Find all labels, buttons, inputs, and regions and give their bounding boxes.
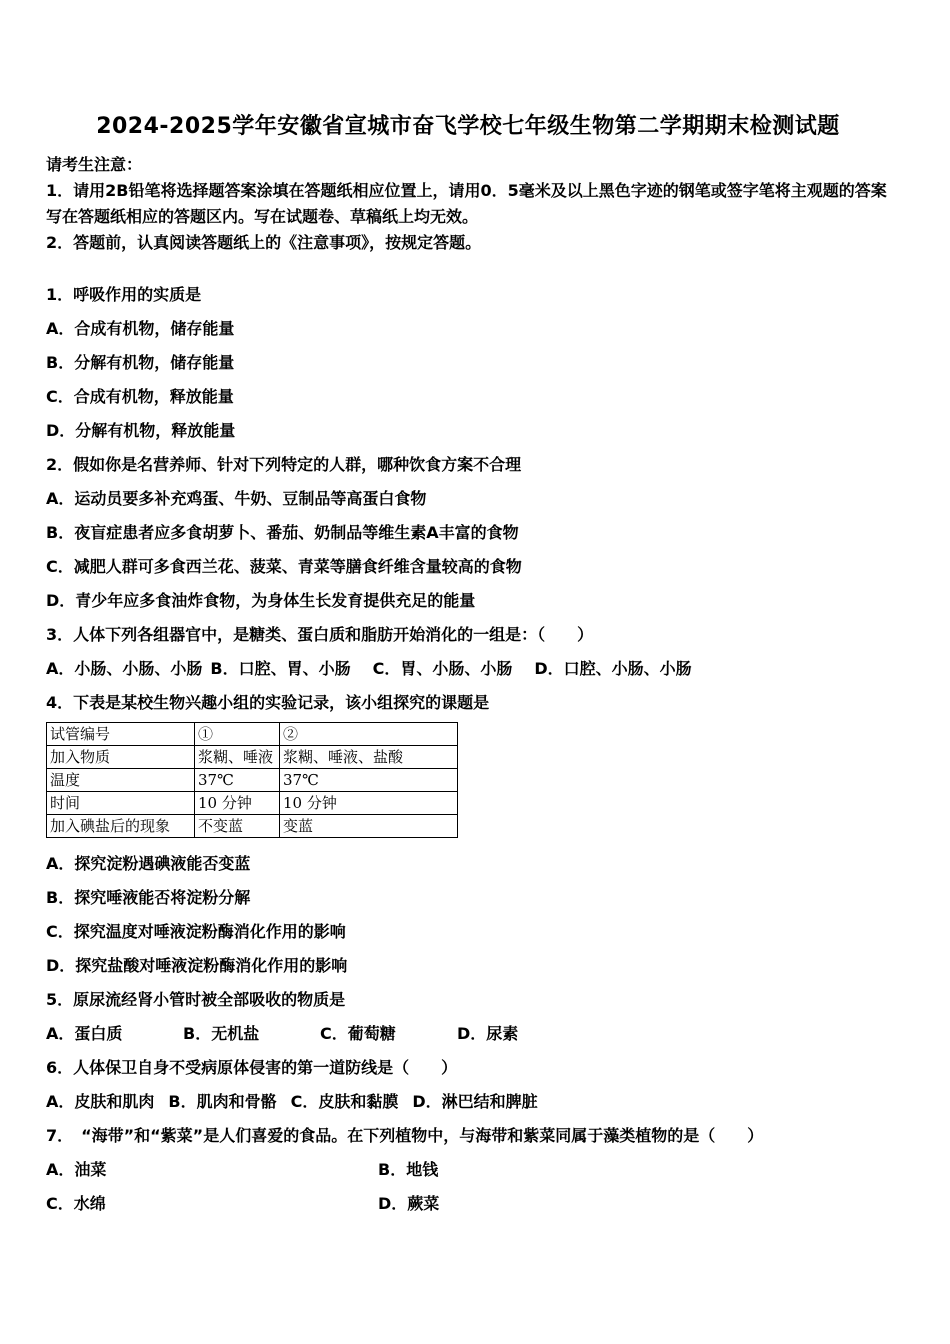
question-stem: 1．呼吸作用的实质是 bbox=[46, 285, 202, 304]
notice-item-2: 2．答题前，认真阅读答题纸上的《注意事项》，按规定答题。 bbox=[46, 233, 482, 252]
option-row bbox=[46, 1017, 890, 1051]
option: C．葡萄糖 bbox=[320, 1024, 396, 1043]
table-cell: ② bbox=[280, 723, 458, 746]
option: D．淋巴结和脾脏 bbox=[412, 1092, 538, 1111]
option: A．运动员要多补充鸡蛋、牛奶、豆制品等高蛋白食物 bbox=[46, 489, 427, 508]
option: A．蛋白质 bbox=[46, 1024, 123, 1043]
option: C．合成有机物，释放能量 bbox=[46, 387, 234, 406]
table-cell: 浆糊、唾液、盐酸 bbox=[280, 746, 458, 769]
table-row bbox=[47, 769, 458, 792]
table-cell: ① bbox=[195, 723, 280, 746]
table-cell: 温度 bbox=[47, 769, 195, 792]
option: C．水绵 bbox=[46, 1194, 106, 1213]
question-stem: 6．人体保卫自身不受病原体侵害的第一道防线是（ ） bbox=[46, 1058, 458, 1077]
option: D．分解有机物，释放能量 bbox=[46, 421, 236, 440]
table-cell: 变蓝 bbox=[280, 815, 458, 838]
option: D．青少年应多食油炸食物，为身体生长发育提供充足的能量 bbox=[46, 591, 476, 610]
question-list bbox=[46, 278, 890, 1221]
option: B．夜盲症患者应多食胡萝卜、番茄、奶制品等维生素A丰富的食物 bbox=[46, 523, 519, 542]
table-cell: 试管编号 bbox=[47, 723, 195, 746]
option: A．合成有机物，储存能量 bbox=[46, 319, 235, 338]
option: C．探究温度对唾液淀粉酶消化作用的影响 bbox=[46, 922, 346, 941]
option-row bbox=[46, 1085, 890, 1119]
table-row bbox=[47, 815, 458, 838]
experiment-table bbox=[46, 722, 458, 838]
question-2 bbox=[46, 448, 890, 618]
table-cell: 加入碘盐后的现象 bbox=[47, 815, 195, 838]
table-cell: 37℃ bbox=[280, 769, 458, 792]
option: D．探究盐酸对唾液淀粉酶消化作用的影响 bbox=[46, 956, 348, 975]
table-row bbox=[47, 723, 458, 746]
option: B．地钱 bbox=[378, 1160, 439, 1179]
option-row bbox=[46, 1153, 890, 1187]
exam-title: 2024-2025学年安徽省宣城市奋飞学校七年级生物第二学期期末检测试题 bbox=[96, 114, 840, 139]
question-stem: 2．假如你是名营养师、针对下列特定的人群，哪种饮食方案不合理 bbox=[46, 455, 522, 474]
option: C．胃、小肠、小肠 bbox=[372, 659, 513, 678]
notice-section bbox=[46, 152, 890, 256]
question-stem: 7． “海带”和“紫菜”是人们喜爱的食品。在下列植物中，与海带和紫菜同属于藻类植物的是（ ） bbox=[46, 1126, 764, 1145]
notice-item-1: 1．请用2B铅笔将选择题答案涂填在答题纸相应位置上，请用0．5毫米及以上黑色字迹的钢笔或签字笔将主观题的答案写在答题纸相应的答题区内。写在试题卷、草稿纸上均无效。 bbox=[46, 181, 887, 226]
question-6 bbox=[46, 1051, 890, 1119]
option: D．尿素 bbox=[457, 1024, 519, 1043]
question-3 bbox=[46, 618, 890, 686]
option: B．口腔、胃、小肠 bbox=[210, 659, 351, 678]
question-1 bbox=[46, 278, 890, 448]
option-row bbox=[46, 652, 890, 686]
option: B．分解有机物，储存能量 bbox=[46, 353, 235, 372]
table-cell: 浆糊、唾液 bbox=[195, 746, 280, 769]
table-cell: 37℃ bbox=[195, 769, 280, 792]
option: C．皮肤和黏膜 bbox=[290, 1092, 399, 1111]
table-cell: 10 分钟 bbox=[195, 792, 280, 815]
table-row bbox=[47, 792, 458, 815]
table-cell: 10 分钟 bbox=[280, 792, 458, 815]
option: B．探究唾液能否将淀粉分解 bbox=[46, 888, 251, 907]
option: A．皮肤和肌肉 bbox=[46, 1092, 155, 1111]
option: A．探究淀粉遇碘液能否变蓝 bbox=[46, 854, 251, 873]
notice-heading: 请考生注意： bbox=[46, 155, 143, 174]
question-stem: 5．原尿流经肾小管时被全部吸收的物质是 bbox=[46, 990, 346, 1009]
table-cell: 时间 bbox=[47, 792, 195, 815]
question-5 bbox=[46, 983, 890, 1051]
table-cell: 不变蓝 bbox=[195, 815, 280, 838]
option: D．蕨菜 bbox=[378, 1194, 440, 1213]
table-cell: 加入物质 bbox=[47, 746, 195, 769]
option: C．减肥人群可多食西兰花、菠菜、青菜等膳食纤维含量较高的食物 bbox=[46, 557, 522, 576]
question-4 bbox=[46, 686, 890, 983]
option-row bbox=[46, 1187, 890, 1221]
question-stem: 3．人体下列各组器官中，是糖类、蛋白质和脂肪开始消化的一组是：（ ） bbox=[46, 625, 594, 644]
option: B．肌肉和骨骼 bbox=[168, 1092, 277, 1111]
option: D．口腔、小肠、小肠 bbox=[534, 659, 692, 678]
option: B．无机盐 bbox=[183, 1024, 260, 1043]
question-7 bbox=[46, 1119, 890, 1221]
option: A．油菜 bbox=[46, 1160, 107, 1179]
option: A．小肠、小肠、小肠 bbox=[46, 659, 203, 678]
question-stem: 4．下表是某校生物兴趣小组的实验记录，该小组探究的课题是 bbox=[46, 693, 490, 712]
table-row bbox=[47, 746, 458, 769]
